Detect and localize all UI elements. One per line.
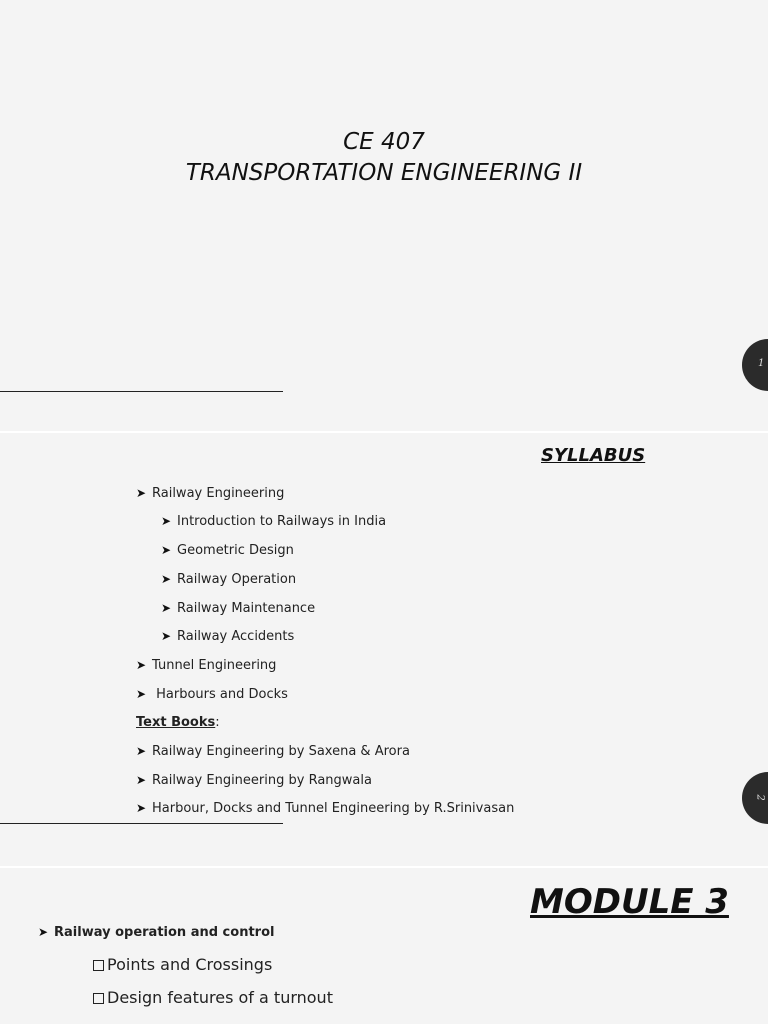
list-item: ➤ Railway Maintenance (161, 601, 316, 616)
arrow-bullet-icon: ➤ (161, 601, 172, 615)
textbooks-label: Text Books: (136, 715, 220, 730)
list-item: ➤ Introduction to Railways in India (161, 514, 387, 529)
arrow-bullet-icon: ➤ (161, 572, 172, 586)
arrow-bullet-icon: ➤ (136, 801, 147, 815)
arrow-bullet-icon: ➤ (161, 543, 172, 557)
arrow-bullet-icon: ➤ (136, 658, 147, 672)
list-item: ➤ Railway Engineering (136, 486, 285, 501)
course-code: CE 407 (343, 129, 425, 155)
page-number-badge (742, 339, 768, 391)
divider-line (0, 391, 283, 392)
page-number-badge (742, 772, 768, 824)
divider-line (0, 823, 283, 824)
title-block (0, 127, 768, 189)
slide-2 (0, 433, 768, 866)
slide-1 (0, 0, 768, 431)
textbook-item: ➤ Railway Engineering by Rangwala (136, 773, 372, 788)
module-heading: MODULE 3 (530, 882, 729, 922)
list-item: Design features of a turnout (93, 988, 333, 1007)
textbook-item: ➤ Harbour, Docks and Tunnel Engineering by R.Srinivasan (136, 801, 515, 816)
slide-3 (0, 868, 768, 1024)
course-title: TRANSPORTATION ENGINEERING II (185, 160, 583, 186)
arrow-bullet-icon: ➤ (136, 486, 147, 500)
syllabus-heading: SYLLABUS (541, 445, 646, 466)
arrow-bullet-icon: ➤ (136, 687, 147, 701)
arrow-bullet-icon: ➤ (161, 629, 172, 643)
list-item: ➤ Railway operation and control (38, 925, 275, 940)
page-number: 1 (758, 358, 765, 369)
checkbox-bullet-icon (93, 993, 104, 1004)
list-item: ➤ Railway Operation (161, 572, 297, 587)
checkbox-bullet-icon (93, 960, 104, 971)
list-item: ➤ Harbours and Docks (136, 687, 288, 702)
list-item: ➤ Geometric Design (161, 543, 294, 558)
list-item: ➤ Tunnel Engineering (136, 658, 277, 673)
list-item: ➤ Railway Accidents (161, 629, 295, 644)
arrow-bullet-icon: ➤ (38, 925, 49, 939)
arrow-bullet-icon: ➤ (161, 514, 172, 528)
textbook-item: ➤ Railway Engineering by Saxena & Arora (136, 744, 410, 759)
arrow-bullet-icon: ➤ (136, 773, 147, 787)
arrow-bullet-icon: ➤ (136, 744, 147, 758)
list-item: Points and Crossings (93, 955, 272, 974)
page-number: 2 (754, 794, 766, 801)
